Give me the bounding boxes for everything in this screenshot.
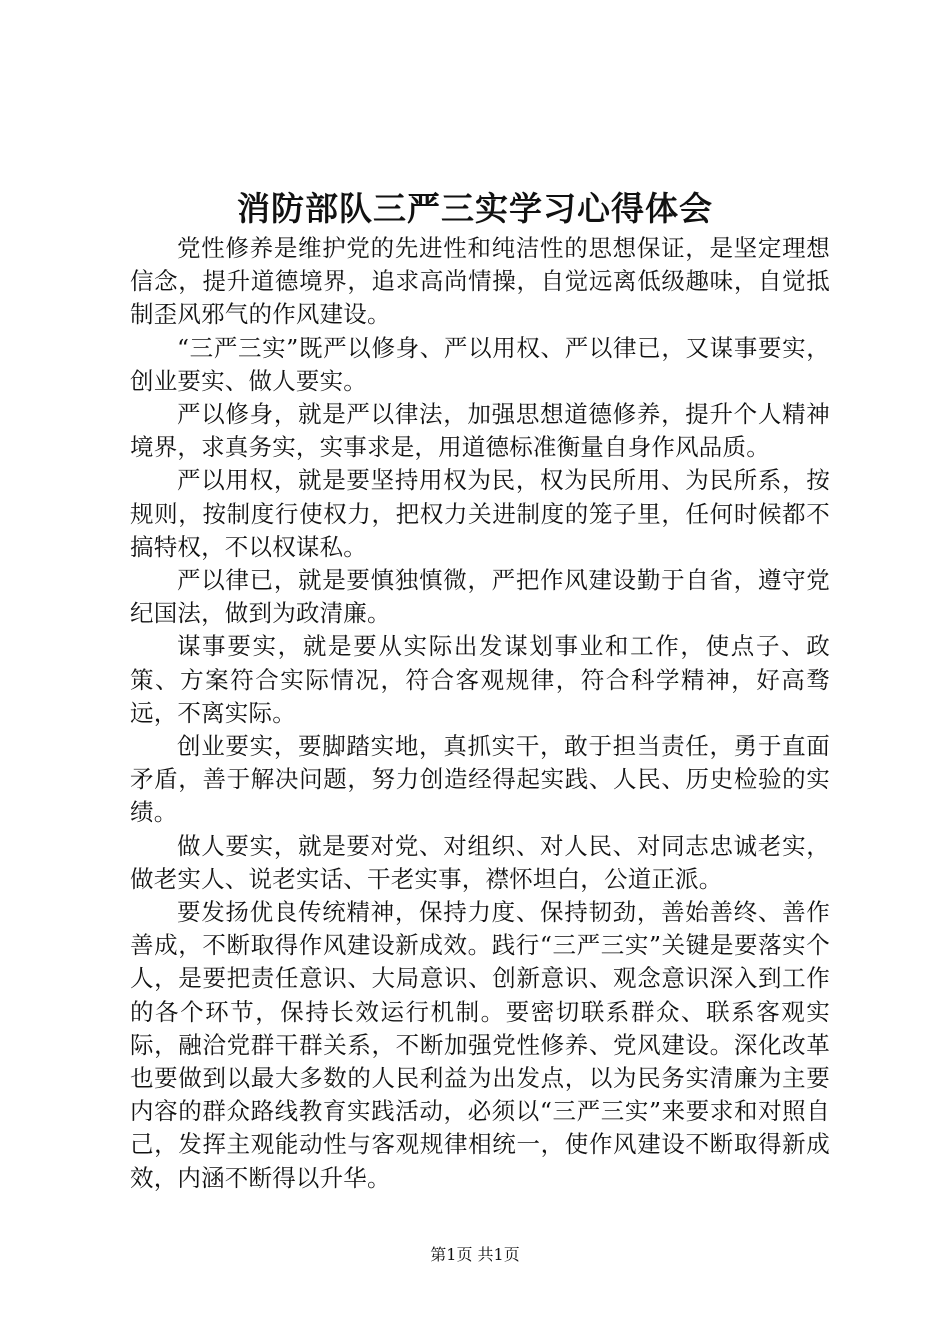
paragraph-8: 做人要实，就是要对党、对组织、对人民、对同志忠诚老实，做老实人、说老实话、干老实事，襟怀坦白，公道正派。 [130,831,830,893]
paragraph-6: 谋事要实，就是要从实际出发谋划事业和工作，使点子、政策、方案符合实际情况，符合客观规律，符合科学精神，好高骛远，不离实际。 [130,632,830,727]
paragraph-7: 创业要实，要脚踏实地，真抓实干，敢于担当责任，勇于直面矛盾，善于解决问题，努力创造经得起实践、人民、历史检验的实绩。 [130,732,830,827]
document-body [130,232,830,1195]
page-footer: 第1页 共1页 [430,1245,520,1264]
paragraph-2: “三严三实”既严以修身、严以用权、严以律已，又谋事要实，创业要实、做人要实。 [130,333,830,395]
document-title: 消防部队三严三实学习心得体会 [237,189,713,228]
paragraph-4: 严以用权，就是要坚持用权为民，权为民所用、为民所系，按规则，按制度行使权力，把权力关进制度的笼子里，任何时候都不搞特权，不以权谋私。 [130,466,830,561]
paragraph-5: 严以律已，就是要慎独慎微，严把作风建设勤于自省，遵守党纪国法，做到为政清廉。 [130,566,830,628]
paragraph-9: 要发扬优良传统精神，保持力度、保持韧劲，善始善终、善作善成，不断取得作风建设新成效。践行“三严三实”关键是要落实个人，是要把责任意识、大局意识、创新意识、观念意识深入到工作的各个环节，保持长效运行机制。要密切联系群众、联系客观实际，融洽党群干群关系，不断加强党性修养、党风建设。深化改革也要做到以最大多数的人民利益为出发点，以为民务实清廉为主要内容的群众路线教育实践活动，必须以“三严三实”来要求和对照自己，发挥主观能动性与客观规律相统一，使作风建设不断取得新成效，内涵不断得以升华。 [130,898,830,1192]
paragraph-3: 严以修身，就是严以律法，加强思想道德修养，提升个人精神境界，求真务实，实事求是，用道德标准衡量自身作风品质。 [130,400,830,462]
paragraph-1: 党性修养是维护党的先进性和纯洁性的思想保证，是坚定理想信念，提升道德境界，追求高尚情操，自觉远离低级趣味，自觉抵制歪风邪气的作风建设。 [130,234,830,329]
